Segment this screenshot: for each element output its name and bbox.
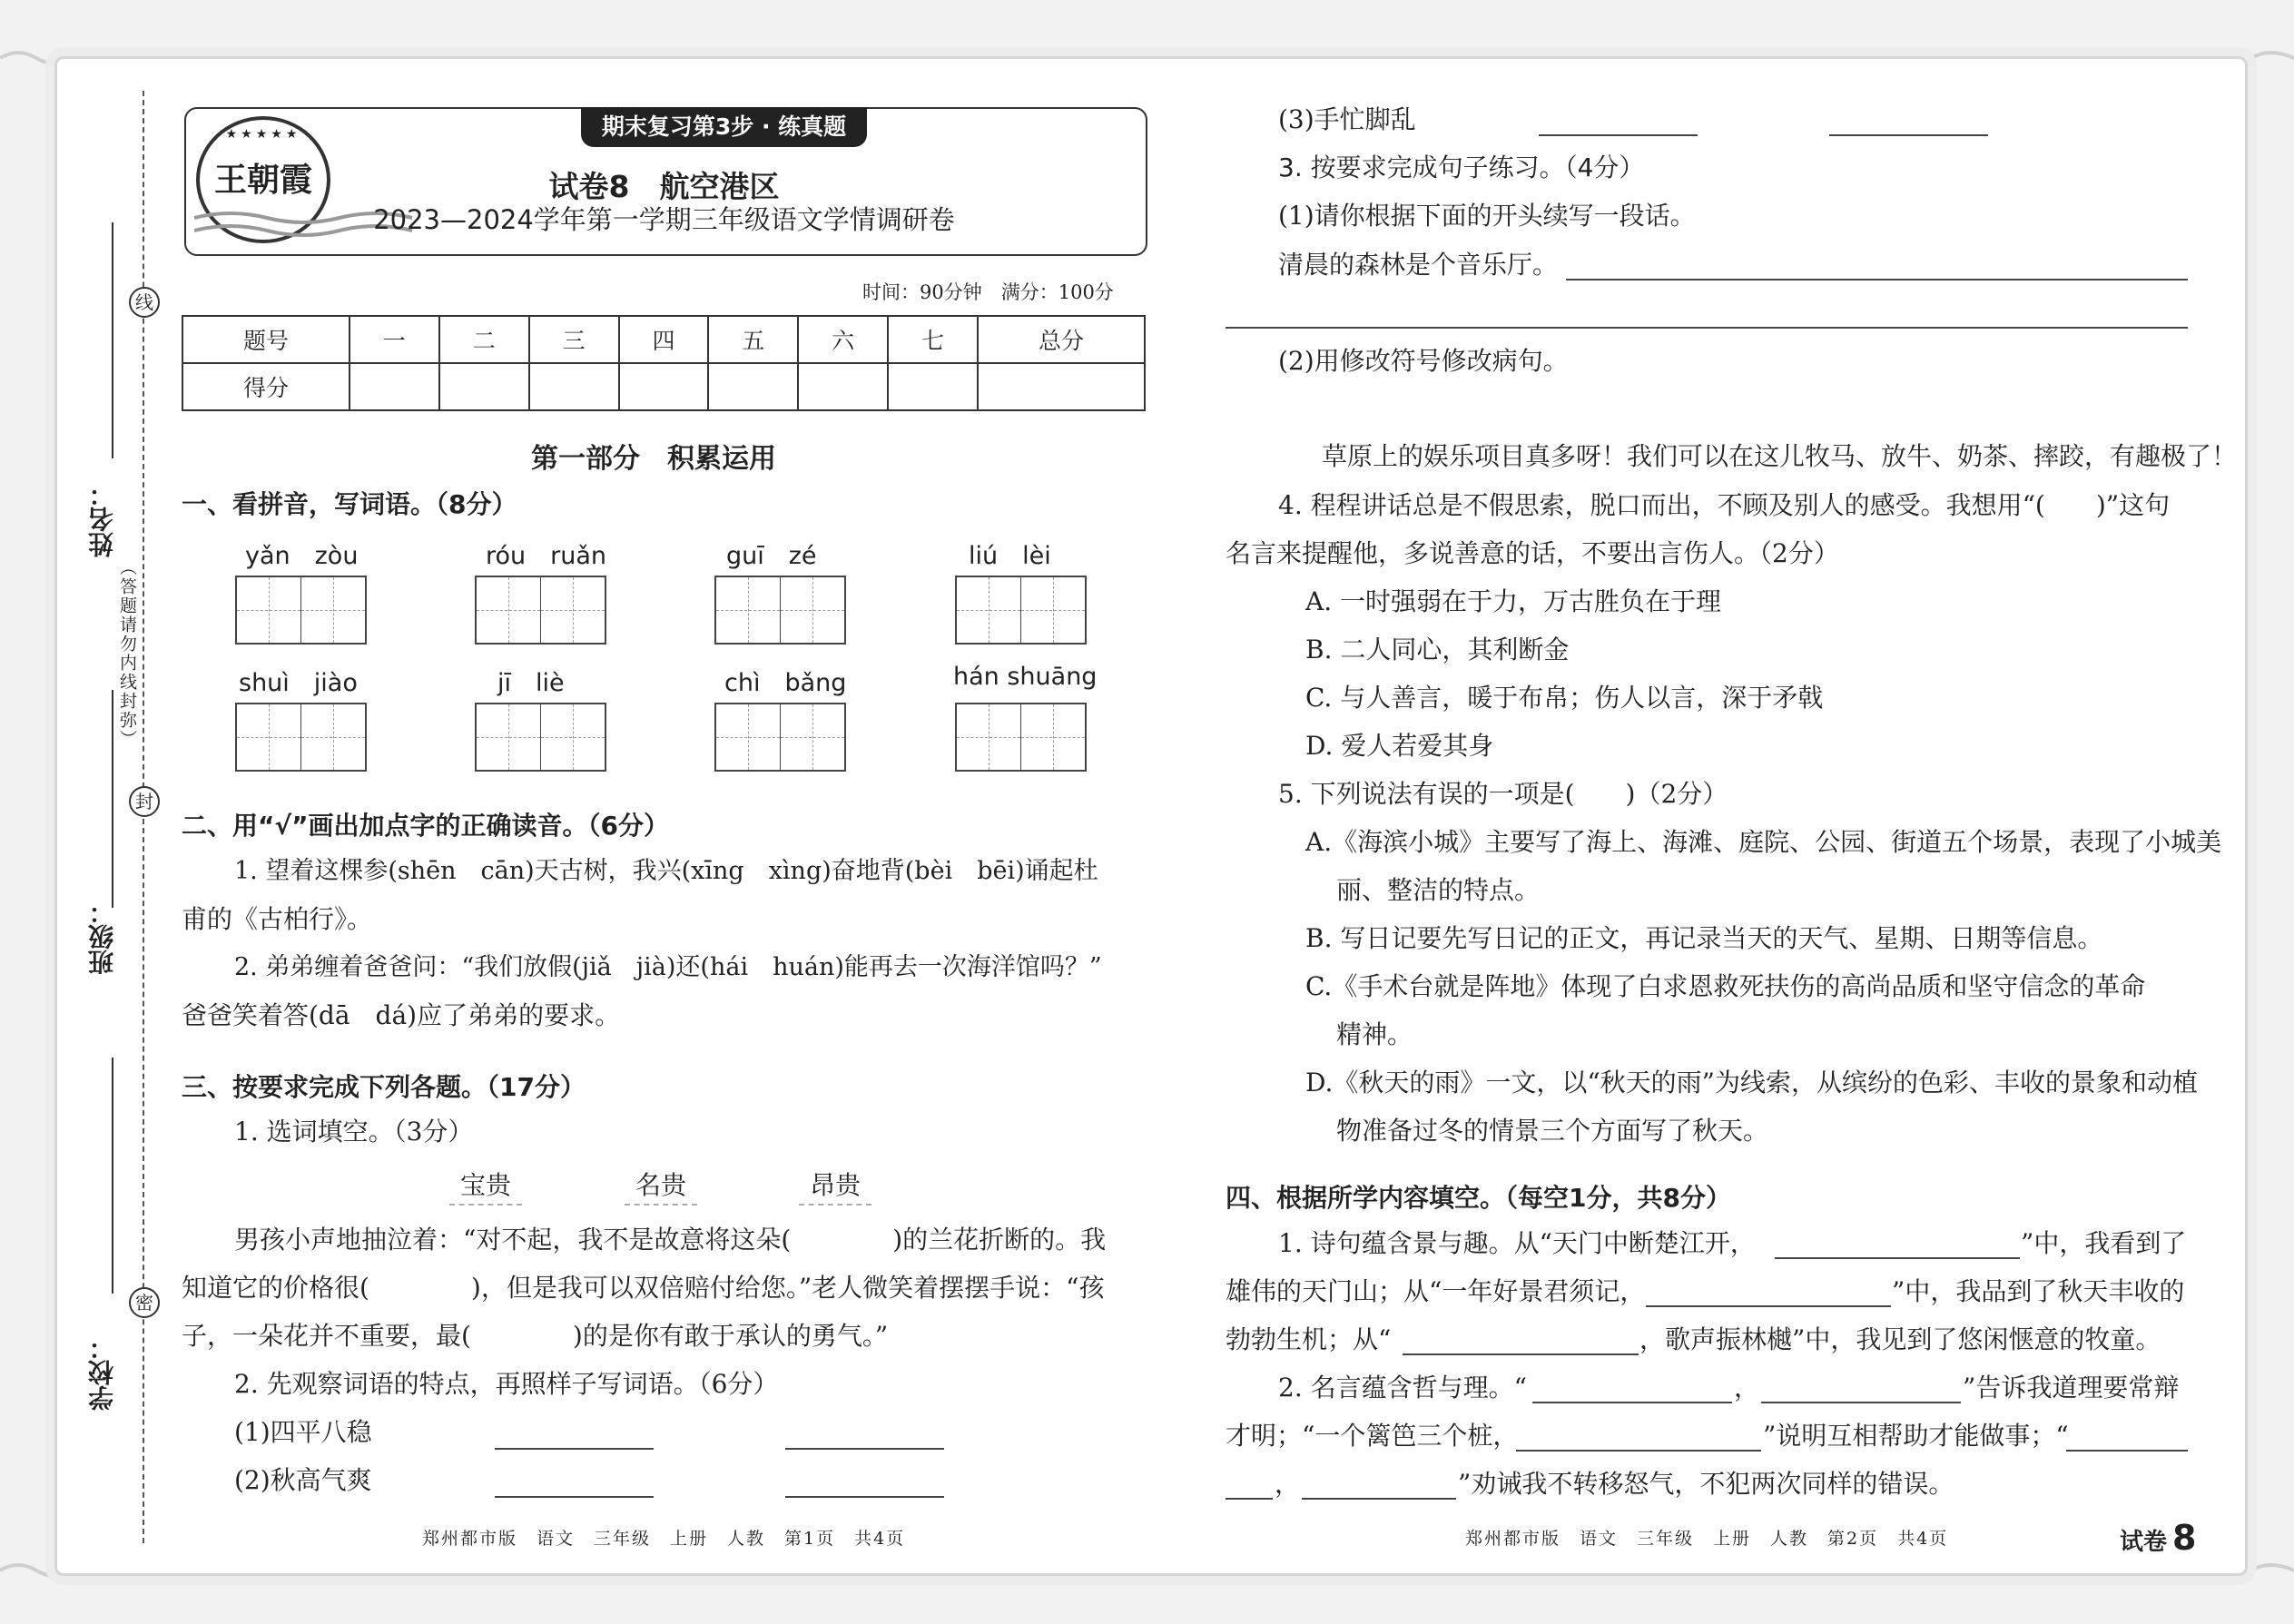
score-header-row [182, 316, 1145, 363]
score-table [182, 315, 1146, 411]
answer-line[interactable] [1775, 1257, 2020, 1259]
q3-3: 3. 按要求完成句子练习。（4分） [1278, 153, 1645, 182]
answer-line[interactable] [785, 1496, 944, 1498]
pinyin-5: shuì jiào [239, 669, 358, 697]
pinyin-7: chì bǎng [724, 669, 847, 697]
answer-line[interactable] [495, 1448, 654, 1450]
stars-icon: ★★★★★ [225, 127, 301, 142]
word-option[interactable]: 昂贵 [799, 1167, 871, 1206]
q3-1: 1. 选词填空。（3分） [234, 1117, 474, 1147]
s4-2-c1: ， [1275, 1469, 1301, 1499]
step-tab: 期末复习第3步 · 练真题 [581, 107, 867, 147]
q2-1-line1: 1. 望着这棵参(shēn cān)天古树，我兴(xīng xìng)奋地背(bèi bēi)诵起杜 [234, 857, 1098, 885]
answer-line[interactable] [1226, 1498, 1273, 1500]
writing-grid[interactable] [475, 703, 606, 772]
s4-1-b1: 雄伟的天门山；从“一年好景君须记， [1226, 1276, 1646, 1306]
class-label: 班级： [87, 899, 117, 975]
s4-2-b1: 才明；“一个篱笆三个桩， [1226, 1421, 1519, 1451]
s4-1-c1: 勃勃生机；从“ [1226, 1324, 1392, 1354]
q4-option-a[interactable]: A. 一时强弱在于力，万古胜负在于理 [1305, 586, 1722, 616]
q4-option-c[interactable]: C. 与人善言，暖于布帛；伤人以言，深于矛戟 [1305, 683, 1824, 713]
pinyin-4: liú lèi [969, 542, 1051, 570]
word-option[interactable]: 名贵 [625, 1167, 697, 1206]
answer-line[interactable] [1403, 1353, 1639, 1355]
q5-option-d-line1[interactable]: D.《秋天的雨》一文，以“秋天的雨”为线索，从缤纷的色彩、丰收的景象和动植 [1305, 1068, 2198, 1097]
school-label: 学校： [87, 1334, 117, 1411]
s4-1-c2: ，歌声振林樾”中，我见到了悠闲惬意的牧童。 [1639, 1324, 2161, 1354]
writing-grid[interactable] [955, 576, 1087, 645]
score-row-label: 得分 [182, 363, 350, 410]
q2-2-line1: 2. 弟弟缠着爸爸问：“我们放假(jiǎ jià)还(hái huán)能再去一次海洋馆吗？” [234, 953, 1102, 981]
s4-2-c2: ”劝诫我不转移怒气，不犯两次同样的错误。 [1458, 1469, 1954, 1499]
pinyin-6: jī liè [497, 669, 565, 697]
q4-line1: 4. 程程讲话总是不假思索，脱口而出，不顾及别人的感受。我想用“( )”这句 [1278, 490, 2171, 520]
answer-line[interactable] [1516, 1450, 1761, 1452]
answer-line[interactable] [495, 1496, 654, 1498]
q2-title: 二、用“√”画出加点字的正确读音。（6分） [182, 811, 669, 841]
score-col: 三 [529, 316, 619, 363]
s4-1-a1: 1. 诗句蕴含景与趣。从“天门中断楚江开， [1278, 1228, 1756, 1258]
score-col: 六 [798, 316, 888, 363]
school-field-line[interactable] [112, 1058, 113, 1294]
s4-2-a2: ， [1734, 1373, 1760, 1403]
writing-grid[interactable] [714, 576, 846, 645]
q2-2-line2: 爸爸笑着答(dā dá)应了弟弟的要求。 [182, 1000, 621, 1030]
s4-2-a1: 2. 名言蕴含哲与理。“ [1278, 1373, 1527, 1403]
q3-2: 2. 先观察词语的特点，再照样子写词语。（6分） [234, 1369, 779, 1399]
q3-para-line2: 知道它的价格很( )，但是我可以双倍赔付给您。”老人微笑着摆摆手说：“孩 [182, 1273, 1105, 1303]
word-option[interactable]: 宝贵 [449, 1167, 522, 1206]
score-input-row [182, 363, 1145, 410]
q3-2-2: (2)秋高气爽 [234, 1465, 372, 1495]
answer-line[interactable] [785, 1448, 944, 1450]
writing-grid[interactable] [235, 703, 367, 772]
exam-title: 试卷8 航空港区 [548, 169, 780, 204]
score-cell[interactable] [798, 363, 888, 410]
q1-title: 一、看拼音，写词语。（8分） [182, 489, 517, 519]
pinyin-2: róu ruǎn [486, 542, 607, 570]
score-cell[interactable] [529, 363, 619, 410]
forest-prompt: 清晨的森林是个音乐厅。 [1278, 250, 1559, 280]
q4-option-d[interactable]: D. 爱人若爱其身 [1305, 731, 1494, 761]
s4-2-b2: ”说明互相帮助才能做事；“ [1763, 1421, 2069, 1451]
score-cell[interactable] [350, 363, 439, 410]
q3-3-1: (1)请你根据下面的开头续写一段话。 [1278, 201, 1696, 231]
q5-option-d-line2: 物准备过冬的情景三个方面写了秋天。 [1336, 1116, 1769, 1146]
binding-mark-line: 线 [129, 287, 160, 318]
q2-1-line2: 甫的《古柏行》。 [182, 904, 373, 934]
q3-3-2: (2)用修改符号修改病句。 [1278, 346, 1569, 376]
name-label: 姓名： [87, 481, 117, 557]
q4-line2: 名言来提醒他，多说善意的话，不要出言伤人。（2分） [1226, 538, 1839, 568]
score-col: 二 [439, 316, 529, 363]
writing-grid[interactable] [955, 703, 1087, 772]
class-field-line[interactable] [112, 690, 113, 908]
exam-subtitle: 2023—2024学年第一学期三年级语文学情调研卷 [373, 204, 955, 235]
binding-note: （答题请勿内线封弥） [117, 558, 137, 749]
binding-mark-seal: 封 [129, 786, 160, 817]
answer-line[interactable] [1646, 1305, 1891, 1307]
q4-option-b[interactable]: B. 二人同心，其利断金 [1305, 635, 1570, 664]
q5-option-a-line2: 丽、整洁的特点。 [1336, 875, 1541, 905]
score-col: 总分 [978, 316, 1145, 363]
score-cell[interactable] [439, 363, 529, 410]
pinyin-8: hán shuāng [953, 663, 1098, 691]
q3-para-line3: 子，一朵花并不重要，最( )的是你有敢于承认的勇气。” [182, 1321, 889, 1351]
s4-2-a3: ”告诉我道理要常辩 [1963, 1373, 2180, 1403]
answer-line[interactable] [1539, 134, 1698, 136]
answer-line[interactable] [1226, 327, 2188, 329]
score-col: 题号 [182, 316, 350, 363]
sick-sentence: 草原上的娱乐项目真多呀！我们可以在这儿牧马、放牛、奶茶、摔跤，有趣极了！ [1322, 441, 2238, 471]
answer-line[interactable] [1532, 1402, 1732, 1403]
score-col: 七 [888, 316, 978, 363]
q5-title: 5. 下列说法有误的一项是( )（2分） [1278, 779, 1728, 809]
pinyin-1: yǎn zòu [245, 542, 359, 570]
s4-1-a2: ”中，我看到了 [2021, 1228, 2187, 1258]
name-field-line[interactable] [112, 222, 113, 458]
score-cell[interactable] [619, 363, 709, 410]
answer-line[interactable] [2066, 1450, 2188, 1452]
q3-2-3: (3)手忙脚乱 [1278, 104, 1416, 134]
score-col: 五 [708, 316, 798, 363]
section4-title: 四、根据所学内容填空。（每空1分，共8分） [1226, 1183, 1731, 1213]
writing-grid[interactable] [475, 576, 606, 645]
answer-line[interactable] [1829, 134, 1988, 136]
s4-1-b2: ”中，我品到了秋天丰收的 [1892, 1276, 2185, 1306]
q5-option-b[interactable]: B. 写日记要先写日记的正文，再记录当天的天气、星期、日期等信息。 [1305, 923, 2103, 953]
binding-mark-secret: 密 [129, 1287, 160, 1318]
writing-grid[interactable] [235, 576, 367, 645]
part1-title: 第一部分 积累运用 [531, 443, 776, 475]
q5-option-c-line2: 精神。 [1336, 1019, 1413, 1049]
paper-badge-number: 8 [2172, 1518, 2197, 1558]
q3-title: 三、按要求完成下列各题。（17分） [182, 1072, 586, 1102]
q5-option-c-line1[interactable]: C.《手术台就是阵地》体现了白求恩救死扶伤的高尚品质和坚守信念的革命 [1305, 971, 2146, 1001]
q3-2-1: (1)四平八稳 [234, 1417, 372, 1447]
score-cell[interactable] [978, 363, 1145, 410]
paper-badge [2120, 1518, 2196, 1558]
q3-para-line1: 男孩小声地抽泣着：“对不起，我不是故意将这朵( )的兰花折断的。我 [234, 1225, 1107, 1255]
footer-right: 郑州都市版 语文 三年级 上册 人教 第2页 共4页 [1465, 1529, 1949, 1549]
answer-line[interactable] [1566, 279, 2188, 281]
score-col: 四 [619, 316, 709, 363]
pinyin-3: guī zé [726, 542, 817, 570]
answer-line[interactable] [1761, 1402, 1961, 1403]
score-cell[interactable] [708, 363, 798, 410]
paper-badge-label: 试卷 [2120, 1529, 2168, 1556]
answer-line[interactable] [1302, 1498, 1456, 1500]
score-col: 一 [350, 316, 439, 363]
writing-grid[interactable] [714, 703, 846, 772]
logo-text: 王朝霞 [213, 161, 312, 199]
q5-option-a-line1[interactable]: A.《海滨小城》主要写了海上、海滩、庭院、公园、街道五个场景，表现了小城美 [1305, 827, 2222, 857]
time-info: 时间：90分钟 满分：100分 [862, 281, 1114, 303]
footer-left: 郑州都市版 语文 三年级 上册 人教 第1页 共4页 [422, 1529, 906, 1549]
score-cell[interactable] [888, 363, 978, 410]
